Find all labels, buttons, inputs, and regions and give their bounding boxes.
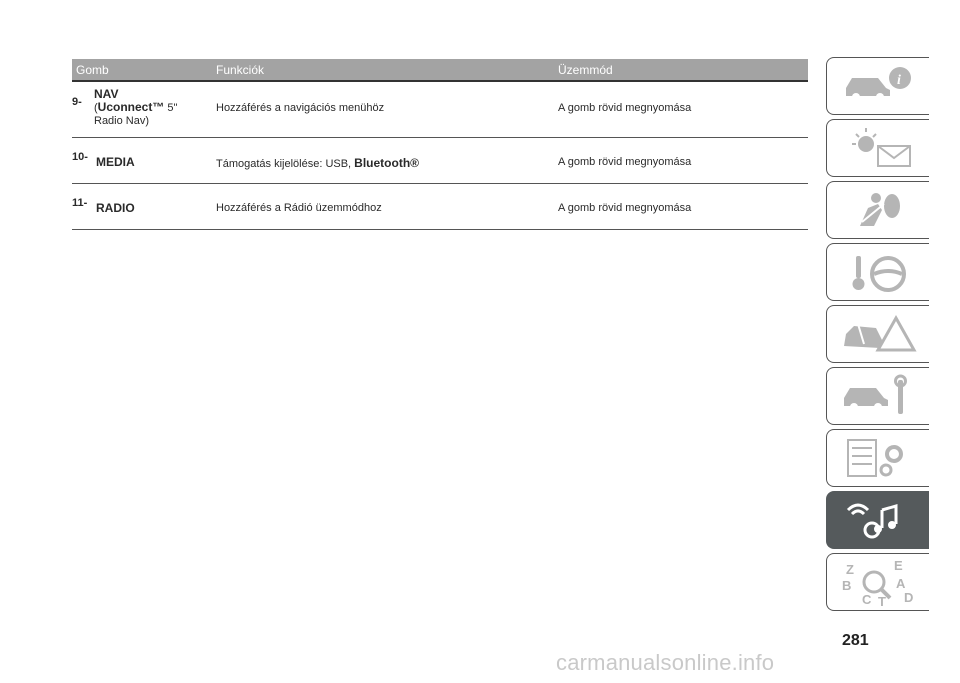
header-uzemmod: Üzemmód bbox=[558, 63, 613, 77]
row-number: 9- bbox=[72, 96, 82, 108]
car-service-icon bbox=[838, 372, 918, 420]
table-header bbox=[72, 59, 808, 82]
header-gomb: Gomb bbox=[76, 63, 109, 77]
car-info-icon bbox=[838, 62, 918, 110]
table-row bbox=[72, 82, 808, 138]
header-funkciok: Funkciók bbox=[216, 63, 265, 77]
tab-specifications[interactable] bbox=[826, 429, 929, 487]
multimedia-icon bbox=[838, 496, 918, 544]
tab-key-steering[interactable] bbox=[826, 243, 929, 301]
button-subtitle-line2: Radio Nav) bbox=[94, 115, 150, 127]
tab-car-info[interactable] bbox=[826, 57, 929, 115]
airbag-seat-icon bbox=[838, 186, 918, 234]
bluetooth-label: Bluetooth® bbox=[354, 156, 419, 170]
row-number: 11- bbox=[72, 197, 88, 209]
page-number: 281 bbox=[842, 632, 869, 649]
index-letter: A bbox=[896, 576, 906, 591]
paren-open: ( bbox=[94, 102, 98, 114]
table-row bbox=[72, 138, 808, 184]
function-table bbox=[72, 59, 808, 230]
svg-text:i: i bbox=[897, 73, 901, 88]
button-subtitle bbox=[94, 101, 177, 115]
screen-size: 5" bbox=[164, 102, 178, 114]
button-title: RADIO bbox=[96, 201, 135, 215]
button-title: NAV bbox=[94, 87, 119, 101]
mode-cell: A gomb rövid megnyomása bbox=[558, 202, 692, 214]
index-letter: Z bbox=[846, 562, 854, 577]
row-number: 10- bbox=[72, 151, 88, 163]
tab-index[interactable] bbox=[826, 553, 929, 611]
tab-car-service[interactable] bbox=[826, 367, 929, 425]
breakdown-icon bbox=[838, 310, 918, 358]
mode-cell: A gomb rövid megnyomása bbox=[558, 156, 692, 168]
table-row bbox=[72, 184, 808, 230]
mode-cell: A gomb rövid megnyomása bbox=[558, 102, 692, 114]
specifications-icon bbox=[838, 434, 918, 482]
index-letter: E bbox=[894, 558, 903, 573]
uconnect-label: Uconnect™ bbox=[97, 100, 165, 114]
button-name-cell bbox=[94, 88, 177, 128]
function-text: Támogatás kijelölése: USB, bbox=[216, 158, 355, 170]
warning-lights-icon bbox=[838, 124, 918, 172]
tab-warning-lights[interactable] bbox=[826, 119, 929, 177]
index-letter: D bbox=[904, 590, 914, 605]
function-cell bbox=[216, 156, 419, 170]
index-letter: T bbox=[878, 594, 886, 606]
tab-multimedia[interactable] bbox=[826, 491, 929, 549]
watermark: carmanualsonline.info bbox=[556, 650, 775, 675]
function-cell: Hozzáférés a navigációs menühöz bbox=[216, 102, 385, 114]
tab-breakdown[interactable] bbox=[826, 305, 929, 363]
index-icon bbox=[838, 558, 918, 606]
button-title: MEDIA bbox=[96, 155, 135, 169]
index-letter: B bbox=[842, 578, 852, 593]
index-letter: C bbox=[862, 592, 872, 606]
function-cell: Hozzáférés a Rádió üzemmódhoz bbox=[216, 202, 382, 214]
key-steering-icon bbox=[838, 248, 918, 296]
tab-airbag-seat[interactable] bbox=[826, 181, 929, 239]
